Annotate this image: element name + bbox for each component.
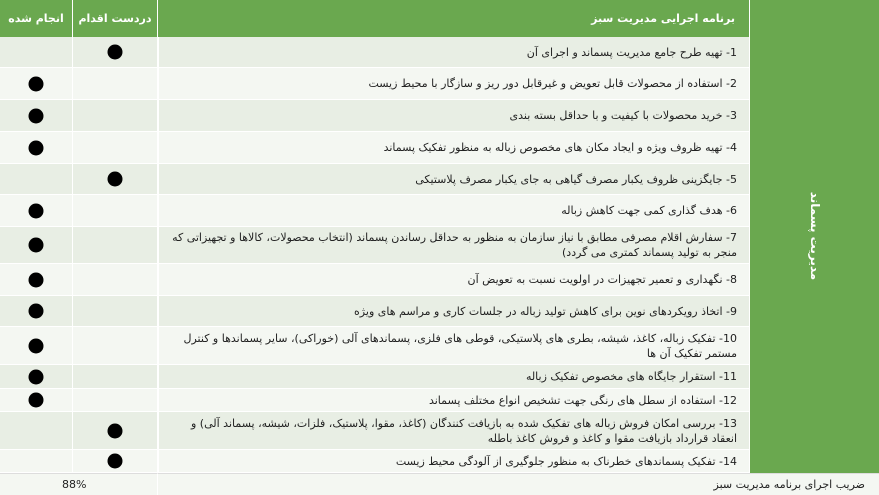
- row-text: 4- تهیه ظروف ویژه و ایجاد مکان های مخصوص زباله به منظور تفکیک پسماند: [158, 132, 749, 163]
- status-dot-icon: [29, 76, 44, 91]
- done-cell: [0, 450, 73, 472]
- done-cell: [0, 132, 73, 163]
- done-cell: [0, 412, 73, 449]
- status-dot-icon: [29, 369, 44, 384]
- table-row: [0, 296, 749, 327]
- category-label: مدیریت پسماند: [808, 191, 822, 281]
- header-program-title: برنامه اجرایی مدیریت سبز: [158, 0, 749, 37]
- in-progress-cell: [73, 412, 158, 449]
- in-progress-cell: [73, 365, 158, 388]
- in-progress-cell: [73, 132, 158, 163]
- footer-label: ضریب اجرای برنامه مدیریت سبز: [158, 473, 879, 495]
- done-cell: [0, 37, 73, 67]
- done-cell: [0, 264, 73, 295]
- table-row: [0, 100, 749, 132]
- in-progress-cell: [73, 227, 158, 263]
- in-progress-cell: [73, 100, 158, 131]
- done-cell: [0, 227, 73, 263]
- table-row: [0, 450, 749, 473]
- in-progress-cell: [73, 450, 158, 472]
- row-text: 13- بررسی امکان فروش زباله های تفکیک شده به بازیافت کنندگان (کاغذ، مقوا، پلاستیک، فلزات، شیشه، پسماند آلی) و انعقاد قرارداد بازیافت مقوا و کاغذ و فروش کاغذ باطله: [158, 412, 749, 449]
- table-row: [0, 264, 749, 296]
- status-dot-icon: [108, 172, 123, 187]
- table-row: [0, 327, 749, 365]
- status-dot-icon: [29, 203, 44, 218]
- table-row: [0, 164, 749, 195]
- status-dot-icon: [108, 454, 123, 469]
- in-progress-cell: [73, 195, 158, 226]
- row-text: 6- هدف گذاری کمی جهت کاهش زباله: [158, 195, 749, 226]
- done-cell: [0, 100, 73, 131]
- status-dot-icon: [29, 338, 44, 353]
- in-progress-cell: [73, 164, 158, 194]
- status-dot-icon: [29, 238, 44, 253]
- row-text: 5- جایگزینی ظروف یکبار مصرف گیاهی به جای یکبار مصرف پلاستیکی: [158, 164, 749, 194]
- table-row: [0, 365, 749, 389]
- done-cell: [0, 365, 73, 388]
- category-cell: [749, 0, 879, 473]
- header-done: انجام شده: [0, 0, 73, 37]
- table-row: [0, 37, 749, 68]
- footer-value: 88%: [0, 473, 158, 495]
- row-text: 8- نگهداری و تعمیر تجهیزات در اولویت نسبت به تعویض آن: [158, 264, 749, 295]
- row-text: 1- تهیه طرح جامع مدیریت پسماند و اجرای آن: [158, 37, 749, 67]
- row-text: 3- خرید محصولات با کیفیت و با حداقل بسته بندی: [158, 100, 749, 131]
- table-row: [0, 132, 749, 164]
- row-text: 7- سفارش اقلام مصرفی مطابق با نیاز سازمان به منظور به حداقل رساندن پسماند (انتخاب محصولات، کالاها و تجهیزاتی که منجر به تولید پسماند کمتری می گردد): [158, 227, 749, 263]
- status-dot-icon: [29, 393, 44, 408]
- table-row: [0, 227, 749, 264]
- row-text: 12- استفاده از سطل های رنگی جهت تشخیص انواع مختلف پسماند: [158, 389, 749, 411]
- done-cell: [0, 195, 73, 226]
- table-row: [0, 412, 749, 450]
- status-dot-icon: [29, 272, 44, 287]
- in-progress-cell: [73, 389, 158, 411]
- in-progress-cell: [73, 296, 158, 326]
- status-dot-icon: [29, 304, 44, 319]
- done-cell: [0, 327, 73, 364]
- header-in-progress: دردست اقدام: [73, 0, 158, 37]
- done-cell: [0, 68, 73, 99]
- table-row: [0, 68, 749, 100]
- done-cell: [0, 389, 73, 411]
- in-progress-cell: [73, 68, 158, 99]
- in-progress-cell: [73, 327, 158, 364]
- table-row: [0, 195, 749, 227]
- row-text: 9- اتخاذ رویکردهای نوین برای کاهش تولید زباله در جلسات کاری و مراسم های ویژه: [158, 296, 749, 326]
- status-dot-icon: [108, 423, 123, 438]
- row-text: 2- استفاده از محصولات قابل تعویض و غیرقابل دور ریز و سازگار با محیط زیست: [158, 68, 749, 99]
- done-cell: [0, 296, 73, 326]
- row-text: 10- تفکیک زباله، کاغذ، شیشه، بطری های پلاستیکی، قوطی های فلزی، پسماندهای آلی (خوراکی)، سایر پسماندها و کنترل مستمر تفکیک آن ها: [158, 327, 749, 364]
- done-cell: [0, 164, 73, 194]
- in-progress-cell: [73, 37, 158, 67]
- status-dot-icon: [29, 108, 44, 123]
- status-dot-icon: [29, 140, 44, 155]
- table-row: [0, 389, 749, 412]
- status-dot-icon: [108, 45, 123, 60]
- in-progress-cell: [73, 264, 158, 295]
- row-text: 14- تفکیک پسماندهای خطرناک به منظور جلوگیری از آلودگی محیط زیست: [158, 450, 749, 472]
- row-text: 11- استقرار جایگاه های مخصوص تفکیک زباله: [158, 365, 749, 388]
